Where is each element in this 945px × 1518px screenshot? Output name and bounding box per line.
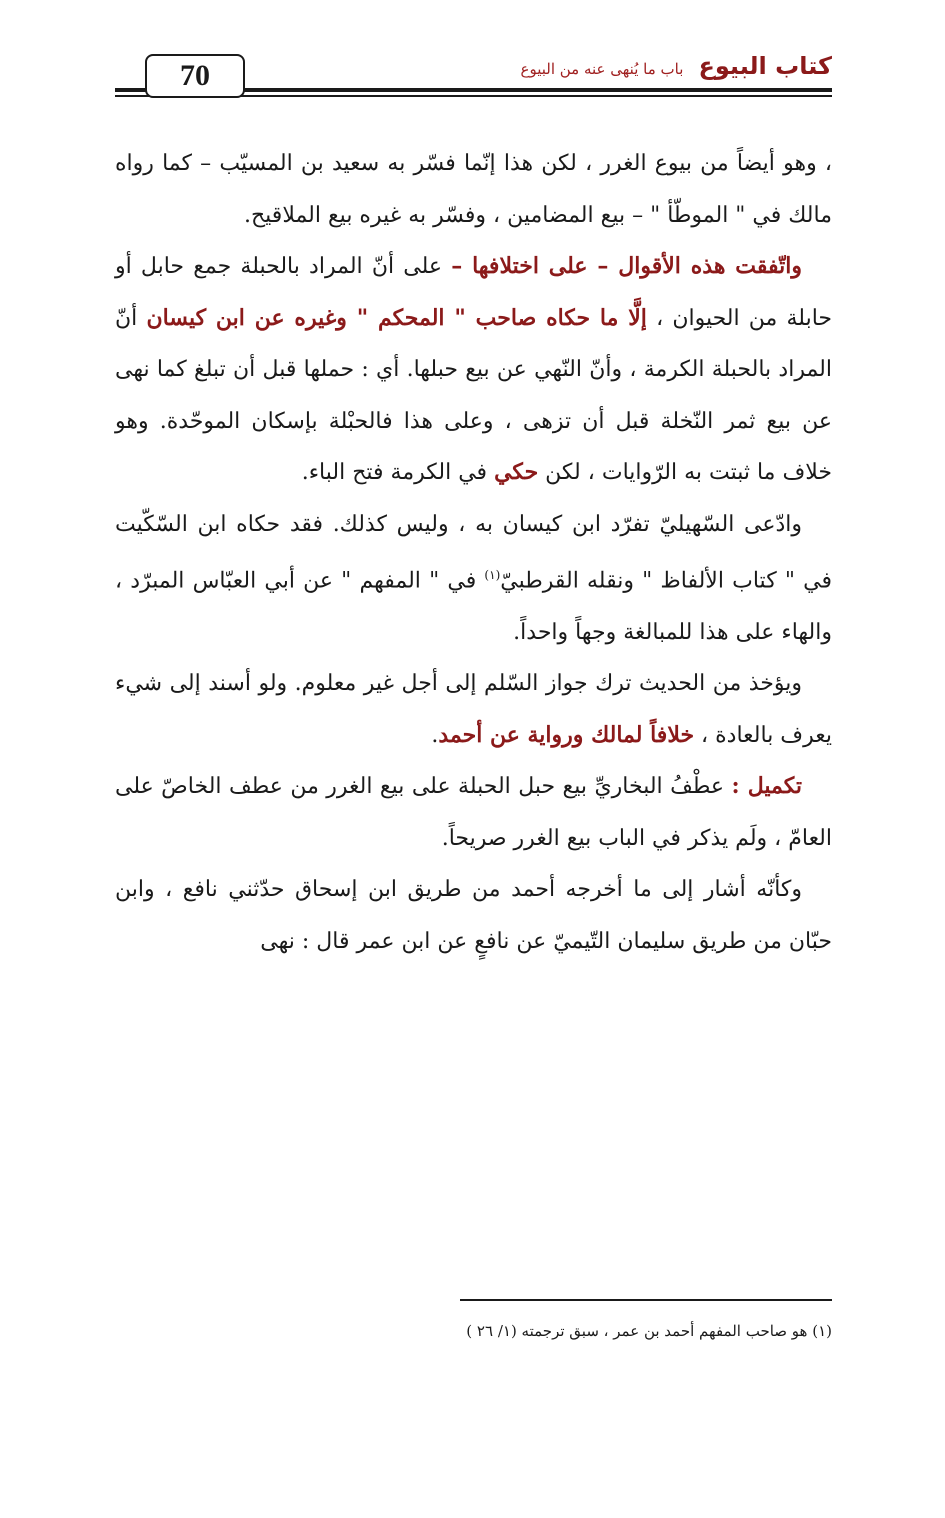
paragraph-3	[115, 499, 832, 659]
highlight-text: إلَّا ما حكاه صاحب " المحكم " وغيره عن ابن كيسان	[146, 304, 647, 331]
footnote-text: (١) هو صاحب المفهم أحمد بن عمر ، سبق ترجمته (١/ ٢٦ )	[466, 1322, 832, 1340]
paragraph-6-text: وكأنّه أشار إلى ما أخرجه أحمد من طريق ابن إسحاق حدّثني نافع ، وابن حبّان من طريق سليمان التّيميّ عن نافعٍ عن ابن عمر قال : نهى	[115, 877, 832, 954]
paragraph-text: .	[431, 722, 439, 748]
paragraph-6	[115, 864, 832, 967]
page-header	[115, 52, 832, 102]
paragraph-2	[115, 241, 832, 499]
book-title: كتاب البيوع	[698, 52, 832, 80]
paragraph-text: على أنّ المراد بالحبلة جمع حابل أو حابلة من الحيوان ،	[115, 254, 833, 331]
paragraph-text: عطْفُ البخاريِّ بيع حبل الحبلة على بيع الغرر من عطف الخاصّ على العامّ ، ولَم يذكر في الباب بيع الغرر صريحاً.	[115, 774, 832, 851]
paragraph-text: أنّ المراد بالحبلة الكرمة ، وأنّ النّهي عن بيع حبلها. أي : حملها قبل أن تبلغ كما نهى عن بيع ثمر النّخلة قبل أن تزهى ، وعلى هذا فالحبْلة بإسكان الموحّدة. وهو خلاف ما ثبتت به الرّوايات ، لكن	[115, 305, 832, 485]
main-text	[115, 138, 832, 967]
chapter-title: باب ما يُنهى عنه من البيوع	[520, 60, 684, 78]
highlight-text: خلافاً لمالك ورواية عن أحمد	[438, 721, 695, 748]
page-number: 70	[145, 54, 245, 98]
paragraph-text: في " المفهم " عن أبي العبّاس المبرّد ، والهاء على هذا للمبالغة وجهاً واحداً.	[115, 568, 832, 645]
paragraph-text: وادّعى السّهيليّ تفرّد ابن كيسان به ، وليس كذلك. فقد حكاه ابن السّكّيت في " كتاب الألفاظ " ونقله القرطبيّ	[115, 511, 832, 594]
paragraph-text: في الكرمة فتح الباء.	[301, 460, 495, 485]
paragraph-4	[115, 658, 832, 761]
header-titles	[521, 52, 833, 80]
highlight-text: واتّفقت هذه الأقوال – على اختلافها –	[451, 253, 802, 279]
paragraph-1-text: ، وهو أيضاً من بيوع الغرر ، لكن هذا إنّما فسّر به سعيد بن المسيّب – كما رواه مالك في " الموطّأ " – بيع المضامين ، وفسّر به غيره بيع الملاقيح.	[115, 151, 832, 228]
highlight-text: حكي	[494, 459, 539, 485]
footnote-separator	[460, 1299, 832, 1301]
paragraph-text: ويؤخذ من الحديث ترك جواز السّلم إلى أجل غير معلوم. ولو أسند إلى شيء يعرف بالعادة ،	[115, 671, 832, 748]
highlight-text: تكميل :	[731, 773, 803, 800]
paragraph-1	[115, 138, 832, 241]
paragraph-5	[115, 761, 832, 864]
footnote	[115, 1318, 832, 1344]
footnote-marker[interactable]: (١)	[484, 568, 501, 582]
